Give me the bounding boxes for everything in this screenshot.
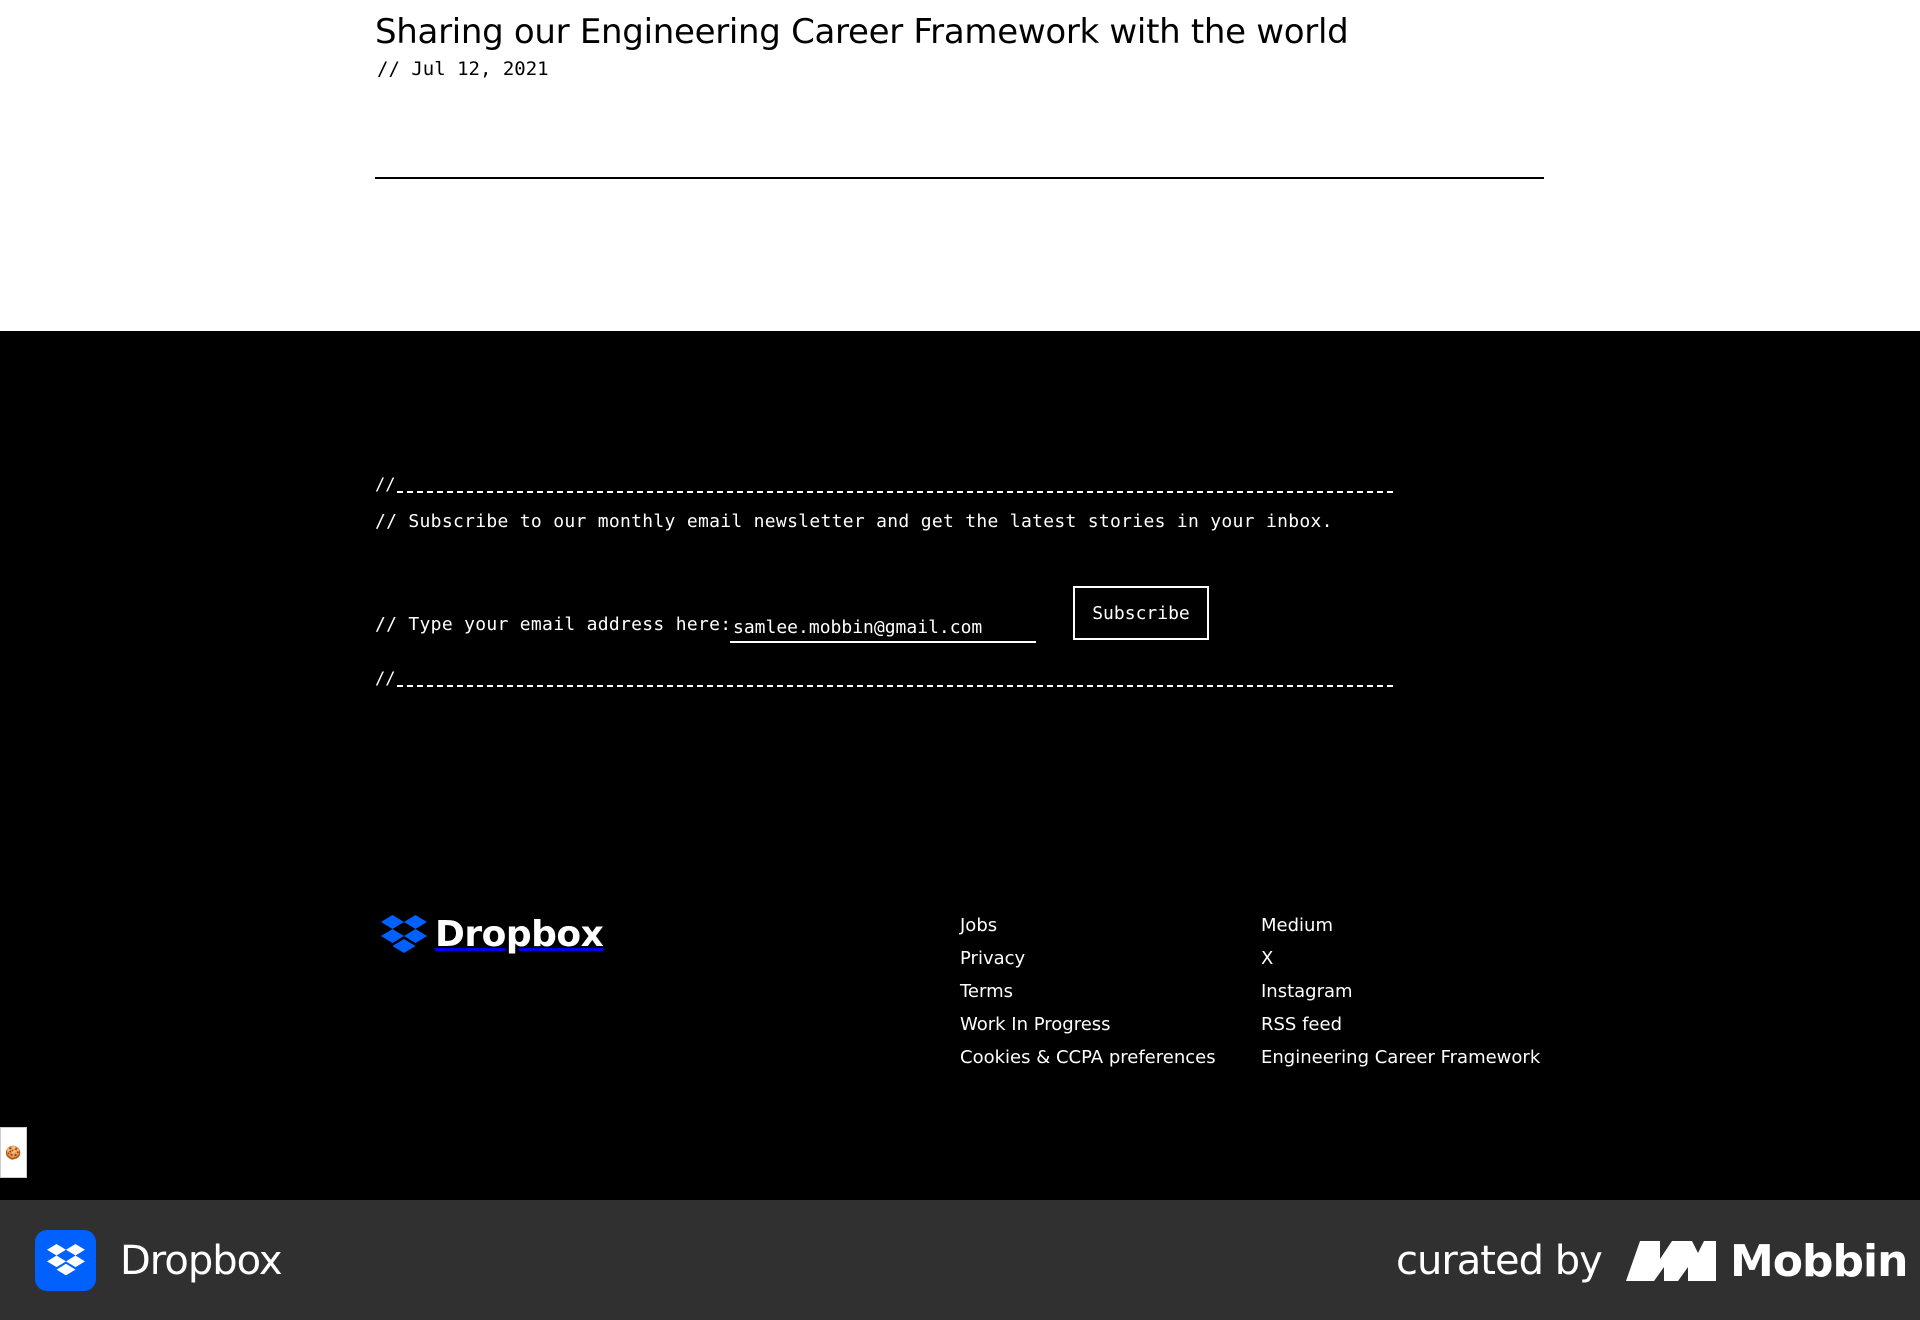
dropbox-logo-icon [381, 915, 427, 955]
dashed-rule [397, 491, 1393, 493]
mobbin-logo-icon [1626, 1239, 1716, 1281]
app-name: Dropbox [120, 1238, 282, 1284]
curated-by-label: curated by [1396, 1238, 1602, 1284]
footer-brand-name: Dropbox [435, 914, 604, 955]
dropbox-logo-icon [47, 1244, 85, 1277]
dropbox-app-icon [35, 1230, 96, 1291]
footer-link-medium[interactable]: Medium [1261, 915, 1333, 936]
footer-link-cookies-preferences[interactable]: Cookies & CCPA preferences [960, 1047, 1216, 1068]
post-title[interactable]: Sharing our Engineering Career Framework with the world [375, 12, 1349, 52]
newsletter-divider-top [375, 475, 1393, 499]
footer-link-rss-feed[interactable]: RSS feed [1261, 1014, 1342, 1035]
footer [0, 331, 1920, 1200]
dashed-rule [397, 685, 1393, 687]
footer-link-privacy[interactable]: Privacy [960, 948, 1026, 969]
subscribe-button[interactable]: Subscribe [1073, 586, 1209, 640]
footer-link-terms[interactable]: Terms [960, 981, 1014, 1002]
email-label: // Type your email address here: [375, 614, 732, 635]
footer-link-jobs[interactable]: Jobs [960, 915, 998, 936]
cookie-icon: 🍪 [5, 1144, 22, 1160]
newsletter-divider-bottom [375, 669, 1393, 693]
footer-link-instagram[interactable]: Instagram [1261, 981, 1353, 1002]
divider [375, 177, 1544, 179]
divider-prefix: // [375, 669, 396, 689]
cookie-settings-button[interactable] [0, 1127, 27, 1178]
footer-links-social [1261, 909, 1540, 1074]
footer-brand-logo[interactable] [381, 914, 603, 955]
attribution-bar [0, 1200, 1920, 1320]
newsletter-description: // Subscribe to our monthly email newsletter and get the latest stories in your inbox. [375, 511, 1333, 532]
divider-prefix: // [375, 475, 396, 495]
footer-link-engineering-career-framework[interactable]: Engineering Career Framework [1261, 1047, 1541, 1068]
email-input[interactable] [730, 613, 1036, 643]
footer-link-x[interactable]: X [1261, 948, 1274, 969]
footer-link-work-in-progress[interactable]: Work In Progress [960, 1014, 1111, 1035]
footer-links-company [960, 909, 1216, 1074]
curator-name: Mobbin [1730, 1236, 1908, 1287]
post-date: // Jul 12, 2021 [377, 58, 549, 80]
article-header [0, 0, 1920, 331]
